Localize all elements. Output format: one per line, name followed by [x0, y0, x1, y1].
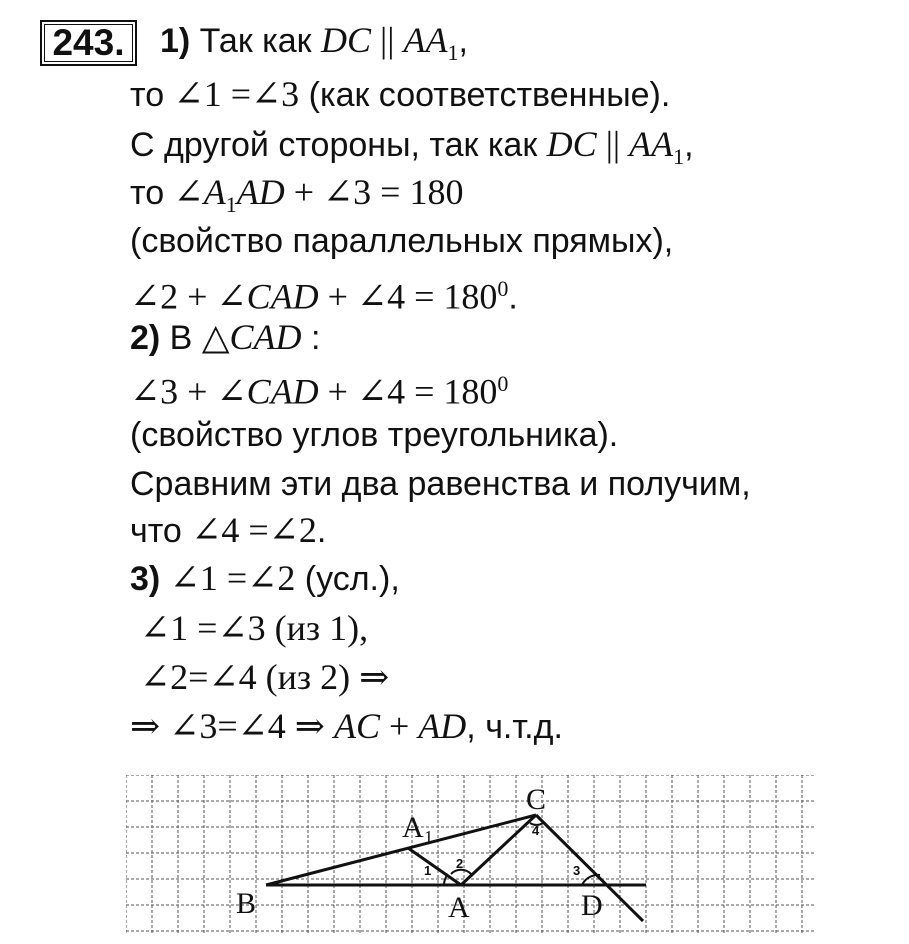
solution-line-2: то ∠1 =∠3 (как соответственные).	[130, 74, 671, 114]
solution-line-7: 2) В △CAD :	[130, 317, 321, 357]
solution-line-4: то $\angle A_1AD$ + ∠3 = 180	[130, 172, 464, 217]
solution-line-1: 1) Так как DC || $AA_1$,	[160, 20, 468, 65]
point-label-b: B	[236, 887, 257, 920]
solution-line-13: ∠1 =∠3 (из 1),	[140, 608, 369, 648]
solution-line-11: что ∠4 =∠2.	[130, 510, 327, 550]
step-2-label: 2)	[130, 319, 161, 357]
point-label-c: C	[526, 783, 547, 816]
point-label-d: D	[581, 889, 603, 922]
solution-line-5: (свойство параллельных прямых),	[130, 222, 674, 260]
segment-bc	[266, 815, 536, 885]
step-3-label: 3)	[130, 560, 161, 598]
solution-line-6: ∠2 + ∠CAD + ∠4 = $180^0$.	[130, 276, 518, 317]
problem-number: 243.	[40, 20, 137, 66]
solution-line-15: ⇒ ∠3=∠4 ⇒ AC + AD, ч.т.д.	[130, 706, 563, 746]
point-label-a1: A₁	[402, 811, 435, 844]
grid-paper	[126, 775, 816, 935]
segment-a1a	[408, 848, 464, 885]
solution-line-14: ∠2=∠4 (из 2) ⇒	[140, 657, 390, 697]
solution-line-3: С другой стороны, так как DC || $AA_1$,	[130, 124, 694, 169]
point-label-a: A	[448, 891, 470, 924]
step-1-label: 1)	[160, 22, 191, 60]
geometry-figure	[126, 775, 816, 935]
angle-label-1: 1	[424, 863, 432, 878]
angle-label-4: 4	[532, 823, 540, 838]
solution-line-9: (свойство углов треугольника).	[130, 416, 619, 454]
angle-label-2: 2	[456, 856, 464, 871]
solution-line-10: Сравним эти два равенства и получим,	[130, 465, 751, 503]
angle-label-3: 3	[573, 863, 581, 878]
solution-line-8: ∠3 + ∠CAD + ∠4 = $180^0$	[130, 371, 509, 412]
solution-line-12: 3) ∠1 =∠2 (усл.),	[130, 558, 400, 598]
